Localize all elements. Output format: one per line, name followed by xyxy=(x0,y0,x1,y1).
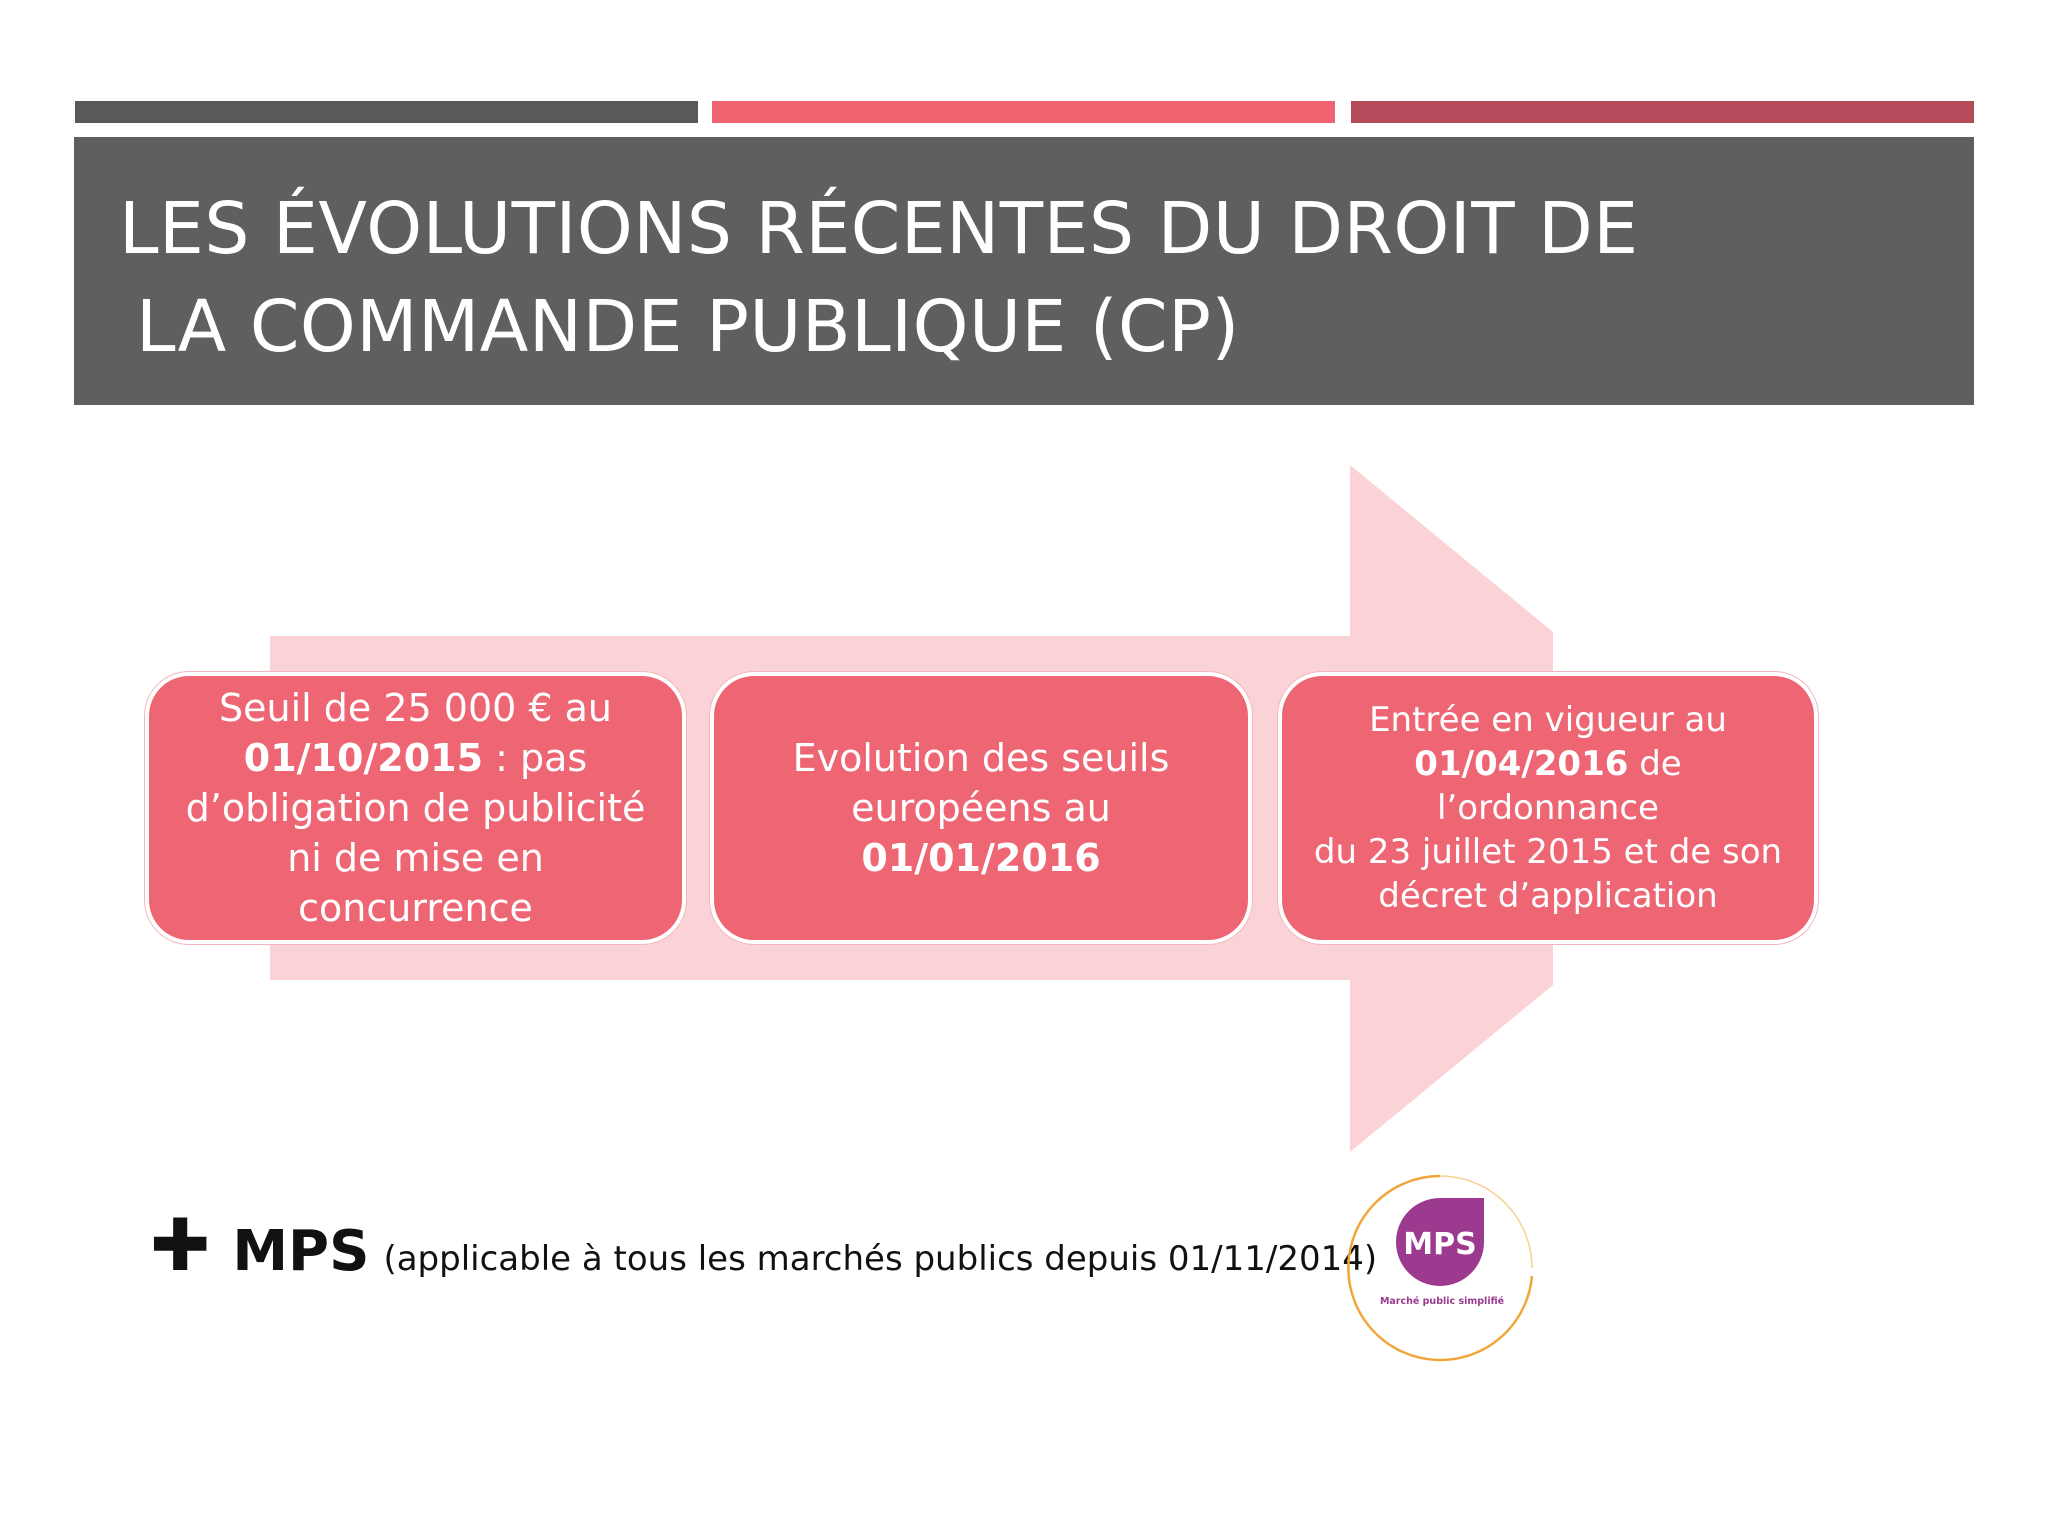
timeline-card-2016-ordinance xyxy=(1278,672,1818,944)
card-1-line-3: d’obligation de publicité xyxy=(185,786,646,830)
card-2-date: 01/01/2016 xyxy=(861,836,1101,880)
card-3-line-1: Entrée en vigueur au xyxy=(1369,700,1727,740)
card-1-line-1: Seuil de 25 000 € au xyxy=(218,686,613,730)
mps-applicability-note: (applicable à tous les marchés publics depuis 01/11/2014) xyxy=(383,1239,1378,1279)
card-1-date: 01/10/2015 xyxy=(243,736,484,780)
slide-title-line-2: LA COMMANDE PUBLIQUE (CP) xyxy=(136,285,1240,368)
plus-icon: ✚ xyxy=(150,1206,211,1286)
mps-label: MPS xyxy=(232,1219,370,1284)
card-3-date: 01/04/2016 xyxy=(1414,744,1629,784)
timeline-card-2015 xyxy=(145,672,686,944)
card-1-line-2: : pas xyxy=(483,736,588,780)
card-3-line-3: du 23 juillet 2015 et de son xyxy=(1313,832,1783,872)
card-2-line-1: Evolution des seuils xyxy=(792,736,1170,780)
mps-badge-text: MPS xyxy=(1403,1227,1477,1262)
card-3-line-4: décret d’application xyxy=(1378,876,1718,916)
slide-title-line-1: LES ÉVOLUTIONS RÉCENTES DU DROIT DE xyxy=(119,187,1639,270)
mps-logo xyxy=(1340,1168,1550,1368)
timeline-card-2016-thresholds xyxy=(710,672,1252,944)
card-1-line-4: ni de mise en concurrence xyxy=(287,836,544,930)
card-2-line-2: européens au xyxy=(851,786,1111,830)
mps-note xyxy=(150,1206,1378,1290)
card-3-line-2: de l’ordonnance xyxy=(1437,744,1682,828)
mps-logo-caption: Marché public simplifié xyxy=(1379,1296,1505,1307)
